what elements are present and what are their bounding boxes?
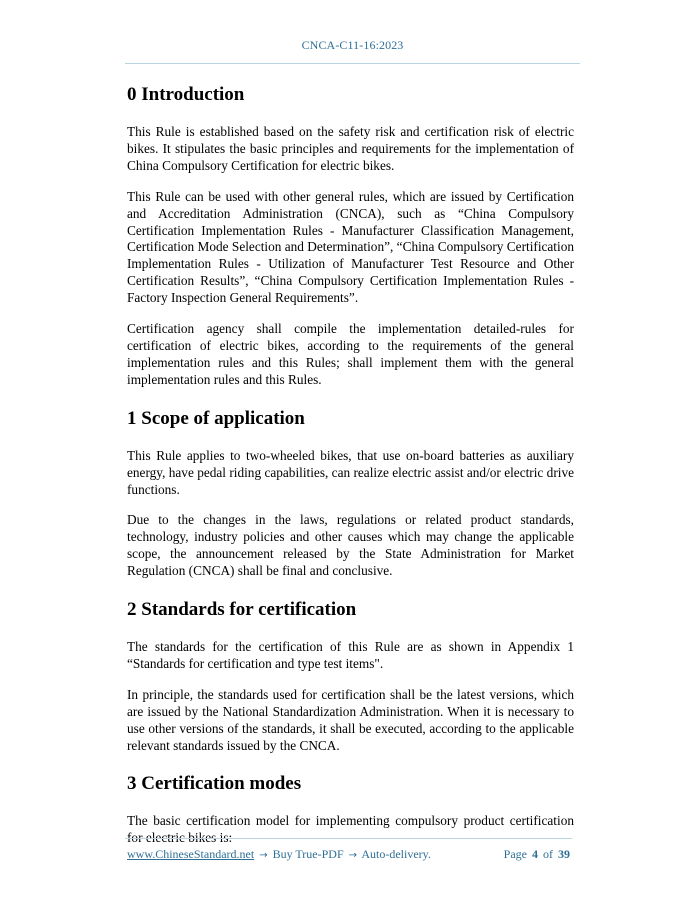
paragraph: Certification agency shall compile the implementation detailed-rules for certification of electric bikes, according to the requirements of the general implementation rules and this Rules; shall implement them with the general implementation rules and this Rules. — [127, 321, 574, 387]
delivery-text: Auto-delivery. — [361, 847, 431, 861]
paragraph: This Rule applies to two-wheeled bikes, that use on-board batteries as auxiliary energy, have pedal riding capabilities, can realize electric assist and/or electric drive functions. — [127, 447, 574, 497]
arrow-right-icon: → — [259, 850, 268, 861]
page-total: 39 — [558, 847, 570, 861]
paragraph: Due to the changes in the laws, regulations or related product standards, technology, industry policies and other causes which may change the applicable scope, the announcement released by the State Administration for Market Regulation (CNCA) shall be final and conclusive. — [127, 512, 574, 579]
page-label: Page — [503, 847, 527, 861]
document-code: CNCA-C11-16:2023 — [301, 38, 404, 52]
section-heading: 2 Standards for certification — [127, 599, 357, 621]
page-number — [502, 847, 570, 862]
header-divider — [125, 63, 580, 64]
section-introduction — [127, 82, 574, 389]
page-current: 4 — [532, 847, 538, 861]
page-of: of — [543, 847, 553, 861]
footer-divider — [125, 838, 572, 839]
site-link[interactable]: www.ChineseStandard.net — [127, 847, 255, 861]
section-heading: 3 Certification modes — [127, 773, 302, 795]
paragraph: The basic certification model for implementing compulsory product certification for electric bikes is: — [127, 813, 574, 846]
section-scope-of-application — [127, 406, 574, 580]
arrow-right-icon: → — [348, 850, 358, 861]
section-heading: 1 Scope of application — [127, 407, 305, 429]
buy-text: Buy True-PDF — [272, 847, 344, 861]
paragraph: This Rule is established based on the safety risk and certification risk of electric bikes. It stipulates the basic principles and requirements for the implementation of China Compulsory Certification for electric bikes. — [127, 124, 574, 173]
paragraph: This Rule can be used with other general rules, which are issued by Certification and Accreditation Administration (CNCA), such as “China Compulsory Certification Implementation Rules - Manufacturer Classification Management, Certification Mode Selection and Determination”, “China Compulsory Certification Implementation Rules - Utilization of Manufacturer Test Resource and Other Certification Results”, “China Compulsory Certification Implementation Rules - Factory Inspection General Requirements”. — [127, 188, 574, 306]
section-standards-for-certification — [127, 597, 574, 754]
section-heading: 0 Introduction — [127, 84, 245, 105]
paragraph: In principle, the standards used for certification shall be the latest versions, which are issued by the National Standardization Administration. When it is necessary to use other versions of the standards, it shall be executed, according to the applicable relevant standards issued by the CNCA. — [127, 686, 574, 753]
section-certification-modes — [127, 771, 574, 847]
running-header — [125, 38, 580, 53]
paragraph: The standards for the certification of this Rule are as shown in Appendix 1 “Standards for certification and type test items". — [127, 639, 574, 671]
page-body — [127, 82, 574, 847]
footer-promo — [127, 847, 431, 862]
running-footer — [127, 847, 570, 862]
